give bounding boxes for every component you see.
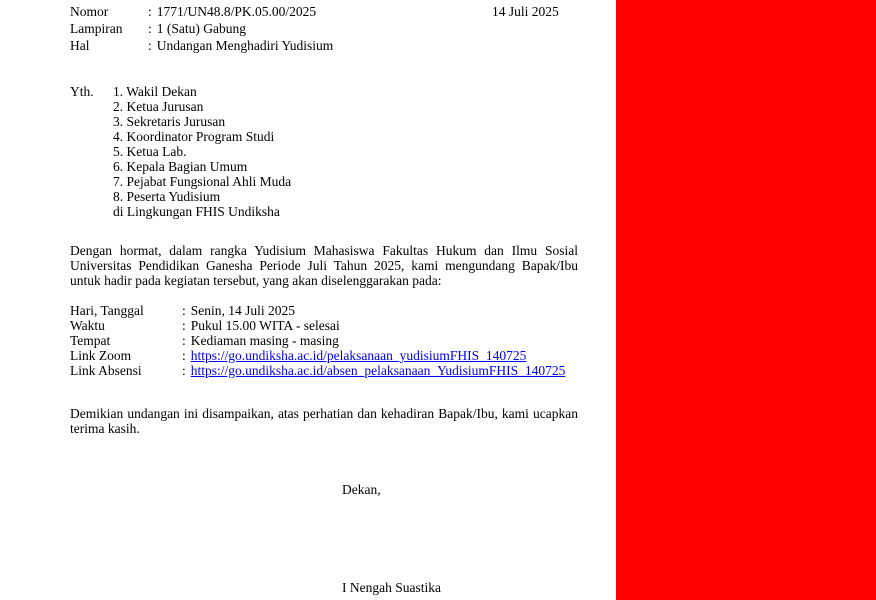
event-details	[70, 303, 565, 378]
detail-row-zoom-link	[70, 348, 565, 363]
recipients-salutation: Yth.	[70, 84, 94, 99]
opening-paragraph: Dengan hormat, dalam rangka Yudisium Mahasiswa Fakultas Hukum dan Ilmu Sosial Universitas Pendidikan Ganesha Periode Juli Tahun 2025, kami mengundang Bapak/Ibu untuk hadir pada kegiatan tersebut, yang akan diselenggarakan pada:	[70, 243, 578, 288]
detail-value-time: Pukul 15.00 WITA - selesai	[190, 318, 340, 333]
header-value-hal: Undangan Menghadiri Yudisium	[156, 38, 334, 53]
recipient-item: 1. Wakil Dekan	[113, 84, 197, 99]
letter-header	[70, 3, 333, 54]
detail-label-time: Waktu	[70, 318, 105, 333]
recipient-item: 2. Ketua Jurusan	[113, 99, 204, 114]
detail-row-place	[70, 333, 565, 348]
header-separator: :	[148, 21, 152, 36]
header-value-nomor: 1771/UN48.8/PK.05.00/2025	[156, 4, 317, 19]
recipient-item: 5. Ketua Lab.	[113, 144, 187, 159]
detail-value-place: Kediaman masing - masing	[190, 333, 339, 348]
absensi-link[interactable]: https://go.undiksha.ac.id/absen_pelaksanaan_YudisiumFHIS_140725	[190, 363, 566, 378]
recipients-list	[113, 84, 291, 219]
header-label-nomor: Nomor	[70, 4, 109, 19]
header-row	[70, 37, 333, 54]
detail-separator: :	[182, 363, 186, 378]
header-label-hal: Hal	[70, 38, 90, 53]
detail-value-day: Senin, 14 Juli 2025	[190, 303, 296, 318]
header-separator: :	[148, 4, 152, 19]
detail-row-absensi-link	[70, 363, 565, 378]
recipients-scope: di Lingkungan FHIS Undiksha	[113, 204, 280, 219]
recipient-item: 8. Peserta Yudisium	[113, 189, 221, 204]
red-panel	[616, 0, 876, 600]
detail-row-time	[70, 318, 565, 333]
zoom-link[interactable]: https://go.undiksha.ac.id/pelaksanaan_yudisiumFHIS_140725	[190, 348, 527, 363]
recipient-item: 6. Kepala Bagian Umum	[113, 159, 248, 174]
recipient-item: 3. Sekretaris Jurusan	[113, 114, 226, 129]
detail-label-day: Hari, Tanggal	[70, 303, 144, 318]
detail-separator: :	[182, 348, 186, 363]
header-label-lampiran: Lampiran	[70, 21, 123, 36]
detail-label-zoom: Link Zoom	[70, 348, 132, 363]
recipient-item: 4. Koordinator Program Studi	[113, 129, 275, 144]
detail-separator: :	[182, 318, 186, 333]
header-value-lampiran: 1 (Satu) Gabung	[156, 21, 246, 36]
recipient-item: 7. Pejabat Fungsional Ahli Muda	[113, 174, 292, 189]
letter-date: 14 Juli 2025	[492, 4, 559, 19]
header-row	[70, 3, 333, 20]
detail-row-day	[70, 303, 565, 318]
closing-paragraph: Demikian undangan ini disampaikan, atas perhatian dan kehadiran Bapak/Ibu, kami ucapkan terima kasih.	[70, 406, 578, 436]
signature-title: Dekan,	[342, 482, 381, 497]
detail-separator: :	[182, 303, 186, 318]
detail-label-absensi: Link Absensi	[70, 363, 142, 378]
detail-separator: :	[182, 333, 186, 348]
signature-name: I Nengah Suastika	[342, 580, 441, 595]
header-row	[70, 20, 333, 37]
header-separator: :	[148, 38, 152, 53]
detail-label-place: Tempat	[70, 333, 111, 348]
